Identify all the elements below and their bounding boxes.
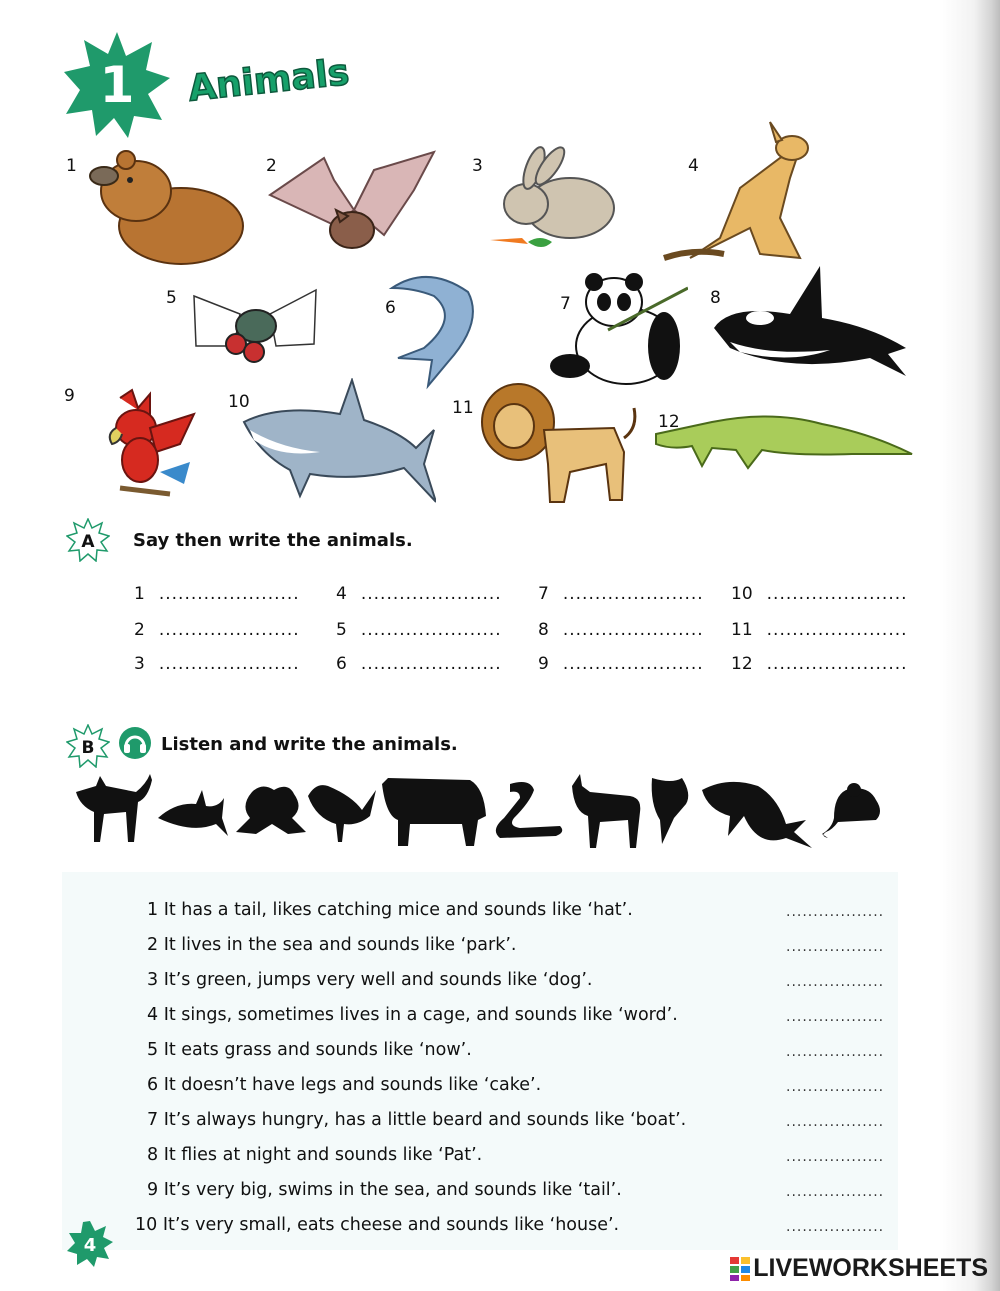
answer-blank[interactable]: .................. xyxy=(786,1009,885,1025)
svg-text:Animals: Animals xyxy=(186,52,352,110)
bat-picture xyxy=(264,150,436,262)
exercise-b-instruction: Listen and write the animals. xyxy=(161,734,458,755)
clue-line: 3 It’s green, jumps very well and sounds like ‘dog’. xyxy=(147,970,593,990)
exercise-a-instruction: Say then write the animals. xyxy=(133,530,413,551)
clue-line: 10 It’s very small, eats cheese and sounds like ‘house’. xyxy=(135,1215,620,1235)
snake-silhouette xyxy=(490,778,566,846)
headphones-audio-icon[interactable] xyxy=(118,726,152,760)
answer-line[interactable]: 10 ...................... xyxy=(731,584,908,604)
bat-silhouette xyxy=(648,774,694,846)
unit-number-badge xyxy=(62,30,172,140)
kangaroo-picture xyxy=(660,118,822,268)
answer-line[interactable]: 5 ...................... xyxy=(336,620,502,640)
exercise-a-star-icon xyxy=(66,518,110,562)
crocodile-picture xyxy=(652,404,914,476)
clue-line: 9 It’s very big, swims in the sea, and sounds like ‘tail’. xyxy=(147,1180,622,1200)
dolphin-picture xyxy=(388,262,488,390)
answer-blank[interactable]: .................. xyxy=(786,904,885,920)
answer-line[interactable]: 9 ...................... xyxy=(538,654,704,674)
clue-line: 8 It flies at night and sounds like ‘Pat’. xyxy=(147,1145,483,1165)
picture-number: 10 xyxy=(228,392,250,412)
cow-silhouette xyxy=(380,776,490,848)
answer-line[interactable]: 3 ...................... xyxy=(134,654,300,674)
bird-silhouette xyxy=(302,776,378,846)
picture-number: 1 xyxy=(66,156,77,176)
goat-silhouette xyxy=(566,772,646,850)
page-edge-shadow xyxy=(942,0,1000,1291)
answer-line[interactable]: 2 ...................... xyxy=(134,620,300,640)
clue-line: 1 It has a tail, likes catching mice and sounds like ‘hat’. xyxy=(147,900,633,920)
unit-number: 1 xyxy=(99,56,135,114)
answer-blank[interactable]: .................. xyxy=(786,939,885,955)
picture-number: 5 xyxy=(166,288,177,308)
lion-picture xyxy=(474,382,638,508)
liveworksheets-logo-icon xyxy=(729,1256,751,1282)
picture-number: 3 xyxy=(472,156,483,176)
exercise-b-star-icon xyxy=(66,724,110,768)
picture-number: 2 xyxy=(266,156,277,176)
answer-blank[interactable]: .................. xyxy=(786,974,885,990)
answer-line[interactable]: 8 ...................... xyxy=(538,620,704,640)
clue-line: 4 It sings, sometimes lives in a cage, and sounds like ‘word’. xyxy=(147,1005,678,1025)
answer-blank[interactable]: .................. xyxy=(786,1149,885,1165)
answer-blank[interactable]: .................. xyxy=(786,1114,885,1130)
answer-blank[interactable]: .................. xyxy=(786,1219,885,1235)
picture-number: 4 xyxy=(688,156,699,176)
liveworksheets-brand-name: LIVEWORKSHEETS xyxy=(753,1254,988,1282)
answer-blank[interactable]: .................. xyxy=(786,1079,885,1095)
picture-number: 7 xyxy=(560,294,571,314)
clue-line: 2 It lives in the sea and sounds like ‘park’. xyxy=(147,935,517,955)
frog-silhouette xyxy=(232,782,310,840)
answer-line[interactable]: 12 ...................... xyxy=(731,654,908,674)
whale-silhouette xyxy=(698,776,812,856)
answer-line[interactable]: 6 ...................... xyxy=(336,654,502,674)
clue-line: 7 It’s always hungry, has a little beard and sounds like ‘boat’. xyxy=(147,1110,687,1130)
page-number-badge xyxy=(66,1220,114,1268)
parrot-picture xyxy=(80,388,200,500)
clue-line: 5 It eats grass and sounds like ‘now’. xyxy=(147,1040,472,1060)
answer-line[interactable]: 4 ...................... xyxy=(336,584,502,604)
liveworksheets-logo xyxy=(729,1254,988,1283)
killer-whale-picture xyxy=(710,264,912,390)
svg-text:B: B xyxy=(81,738,95,758)
fly-picture xyxy=(190,286,320,368)
answer-line[interactable]: 1 ...................... xyxy=(134,584,300,604)
answer-blank[interactable]: .................. xyxy=(786,1184,885,1200)
picture-number: 8 xyxy=(710,288,721,308)
shark-picture xyxy=(240,378,436,508)
shark-silhouette xyxy=(156,788,228,840)
rabbit-picture xyxy=(488,146,618,264)
picture-number: 12 xyxy=(658,412,680,432)
answer-blank[interactable]: .................. xyxy=(786,1044,885,1060)
answer-line[interactable]: 7 ...................... xyxy=(538,584,704,604)
svg-text:A: A xyxy=(81,532,95,552)
mouse-silhouette xyxy=(818,782,884,842)
picture-number: 11 xyxy=(452,398,474,418)
picture-number: 6 xyxy=(385,298,396,318)
cat-silhouette xyxy=(66,772,152,848)
answer-line[interactable]: 11 ...................... xyxy=(731,620,908,640)
clue-line: 6 It doesn’t have legs and sounds like ‘cake’. xyxy=(147,1075,542,1095)
unit-title xyxy=(182,40,362,110)
bear-picture xyxy=(86,146,246,266)
picture-number: 9 xyxy=(64,386,75,406)
panda-picture xyxy=(548,270,688,388)
svg-text:4: 4 xyxy=(83,1235,97,1256)
